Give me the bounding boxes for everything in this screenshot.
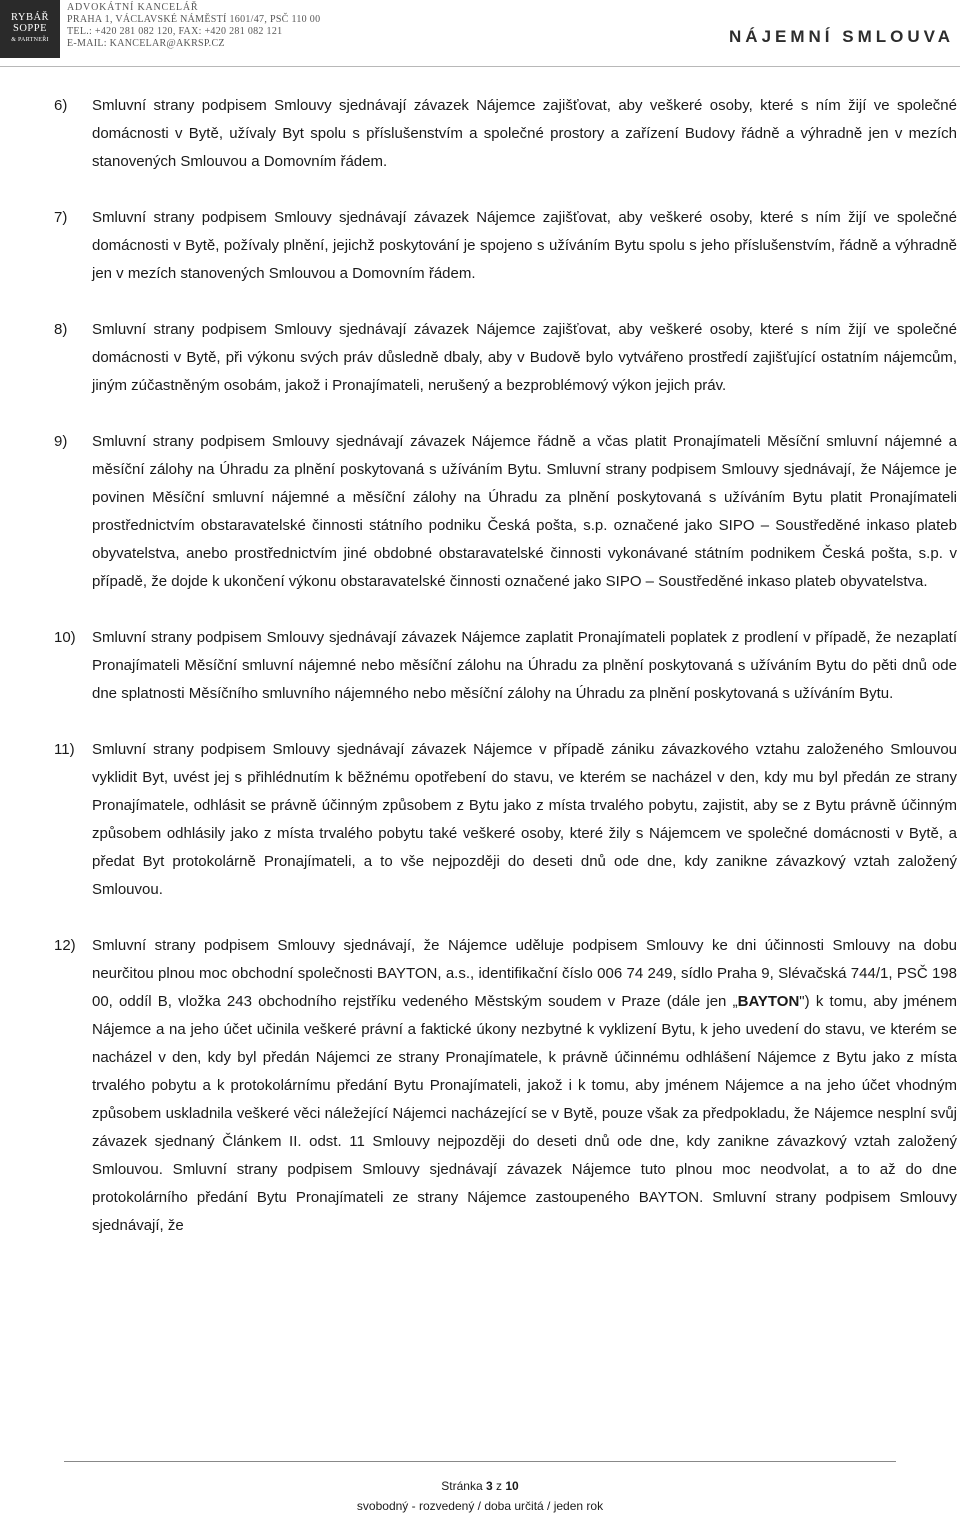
page-separator: z [496, 1479, 503, 1493]
clause-text [92, 932, 957, 1240]
clause-text: Smluvní strany podpisem Smlouvy sjednávají závazek Nájemce řádně a včas platit Pronajímateli Měsíční smluvní nájemné a měsíční zálohy na Úhradu za plnění poskytovaná s užíváním Bytu. Smluvní strany podpisem Smlouvy sjednávají, že Nájemce je povinen Měsíční smluvní nájemné a měsíční zálohy na Úhradu za plnění poskytovaná s užíváním Bytu platit Pronajímateli prostřednictvím obstaravatelské činnosti státního podniku Česká pošta, s.p. označené jako SIPO – Soustředěné inkaso plateb obyvatelstva, anebo prostřednictvím jiné obdobné obstaravatelské činnosti vykonávané státním podnikem Česká pošta, s.p. v případě, že dojde k ukončení výkonu obstaravatelské činnosti označené jako SIPO – Soustředěné inkaso plateb obyvatelstva. [92, 433, 957, 590]
page-number [0, 1476, 960, 1496]
page-current: 3 [485, 1479, 493, 1493]
office-address: PRAHA 1, VÁCLAVSKÉ NÁMĚSTÍ 1601/47, PSČ 110 00 [67, 14, 321, 25]
logo-line-2: SOPPE [12, 23, 47, 34]
header-divider [0, 66, 960, 67]
page-total: 10 [505, 1479, 519, 1493]
logo-line-3: & PARTNEŘI [11, 37, 49, 43]
clause-number: 9) [54, 433, 68, 450]
clause-10 [54, 624, 957, 708]
clause-6 [54, 92, 957, 176]
clause-number: 6) [54, 97, 68, 114]
clause-text: Smluvní strany podpisem Smlouvy sjednávají závazek Nájemce zajišťovat, aby veškeré osoby, které s ním žijí ve společné domácnosti v Bytě, požívaly plnění, jejichž poskytování je spojeno s užíváním Bytu spolu s jeho příslušenstvím, řádně a výhradně jen v mezích stanovených Smlouvou a Domovním řádem. [92, 209, 957, 282]
clause-text-part: ") k tomu, aby jménem Nájemce a na jeho účet učinila veškeré právní a faktické úkony nezbytné k vyklizení Bytu, k jeho uvedení do stavu, ve kterém se nacházel v den, kdy byl předán Nájemci ze strany Pronajímatele, k právně účinnému odhlášení Nájemce z Bytu jako z místa trvalého pobytu a k protokolárnímu předání Bytu Pronajímateli, jakož i k tomu, aby jménem Nájemce a na jeho účet vhodným způsobem uskladnila veškeré věci náležející Nájemci nacházející se v Bytě, pouze však za předpokladu, že Nájemce nesplní svůj závazek sjednaný Článkem II. odst. 11 Smlouvy nejpozději do deseti dnů ode dne, kdy zanikne závazkový vztah založený Smlouvou. Smluvní strany podpisem Smlouvy sjednávají závazek Nájemce tuto plnou moc neodvolat, a to až do dne protokolárního předání Bytu Pronajímateli ze strany Nájemce zastoupeného BAYTON. Smluvní strany podpisem Smlouvy sjednávají, že [92, 993, 958, 1234]
contract-clauses [54, 92, 957, 1240]
clause-12 [54, 932, 957, 1240]
clause-text: Smluvní strany podpisem Smlouvy sjednávají závazek Nájemce v případě zániku závazkového vztahu založeného Smlouvou vyklidit Byt, uvést jej s přihlédnutím k běžnému opotřebení do stavu, ve kterém se nacházel v den, kdy mu byl předán ze strany Pronajímatele, odhlásit se právně účinným způsobem z Bytu jako z místa trvalého pobytu, zajistit, aby se z Bytu právně účinným způsobem odhlásily jako z místa trvalého pobytu také veškeré osoby, které žily s Nájemcem ve společné domácnosti v Bytě, a předat Byt protokolárně Pronajímateli, a to vše nejpozději do deseti dnů ode dne, kdy zanikne závazkový vztah založený Smlouvou. [92, 741, 957, 898]
logo-line-1: RYBÁŘ [10, 12, 50, 23]
clause-text: Smluvní strany podpisem Smlouvy sjednávají závazek Nájemce zajišťovat, aby veškeré osoby, které s ním žijí ve společné domácnosti v Bytě, užívaly Byt spolu s příslušenstvím a společné prostory a zařízení Budovy řádně a výhradně jen v mezích stanovených Smlouvou a Domovním řádem. [92, 97, 957, 170]
clause-number: 8) [54, 321, 68, 338]
page-prefix: Stránka [441, 1479, 483, 1493]
clause-text-part: Smluvní strany podpisem Smlouvy sjednávají, že Nájemce uděluje podpisem Smlouvy ke dni účinnosti Smlouvy na dobu neurčitou plnou moc obchodní společnosti BAYTON, a.s., identifikační číslo 006 74 249, sídlo Praha 9, Slévačská 744/1, PSČ 198 00, oddíl B, vložka 243 obchodního rejstříku vedeného Městským soudem v Praze (dále jen „ [92, 937, 957, 1010]
clause-text: Smluvní strany podpisem Smlouvy sjednávají závazek Nájemce zajišťovat, aby veškeré osoby, které s ním žijí ve společné domácnosti v Bytě, při výkonu svých práv důsledně dbaly, aby v Budově bylo vytvářeno prostředí zajišťující ostatním nájemcům, jiným zúčastněným osobám, jakož i Pronajímateli, nerušený a bezproblémový výkon jejich práv. [92, 321, 957, 394]
contract-variant: svobodný - rozvedený / doba určitá / jeden rok [356, 1499, 604, 1513]
clause-number: 11) [54, 741, 75, 758]
clause-9 [54, 428, 957, 596]
footer-divider [64, 1461, 896, 1462]
office-phone: TEL.: +420 281 082 120, FAX: +420 281 082 121 [67, 26, 283, 37]
clause-text: Smluvní strany podpisem Smlouvy sjednávají závazek Nájemce zaplatit Pronajímateli poplatek z prodlení v případě, že nezaplatí Pronajímateli Měsíční smluvní nájemné nebo měsíční zálohu na Úhradu za plnění poskytovaná s užíváním Bytu do pěti dnů ode dne splatnosti Měsíčního smluvního nájemného nebo měsíční zálohy na Úhradu za plnění poskytovaná s užíváním Bytu. [92, 629, 957, 702]
clause-8 [54, 316, 957, 400]
clause-11 [54, 736, 957, 904]
document-title: NÁJEMNÍ SMLOUVA [729, 27, 954, 46]
clause-7 [54, 204, 957, 288]
clause-number: 10) [54, 629, 76, 646]
office-name: ADVOKÁTNÍ KANCELÁŘ [67, 2, 199, 13]
firm-logo [0, 0, 60, 58]
law-office-info [67, 2, 320, 50]
clause-number: 12) [54, 937, 76, 954]
defined-term-bayton: BAYTON [737, 993, 800, 1010]
clause-number: 7) [54, 209, 68, 226]
office-email: E-MAIL: KANCELAR@AKRSP.CZ [67, 38, 225, 49]
page-footer [0, 1476, 960, 1516]
